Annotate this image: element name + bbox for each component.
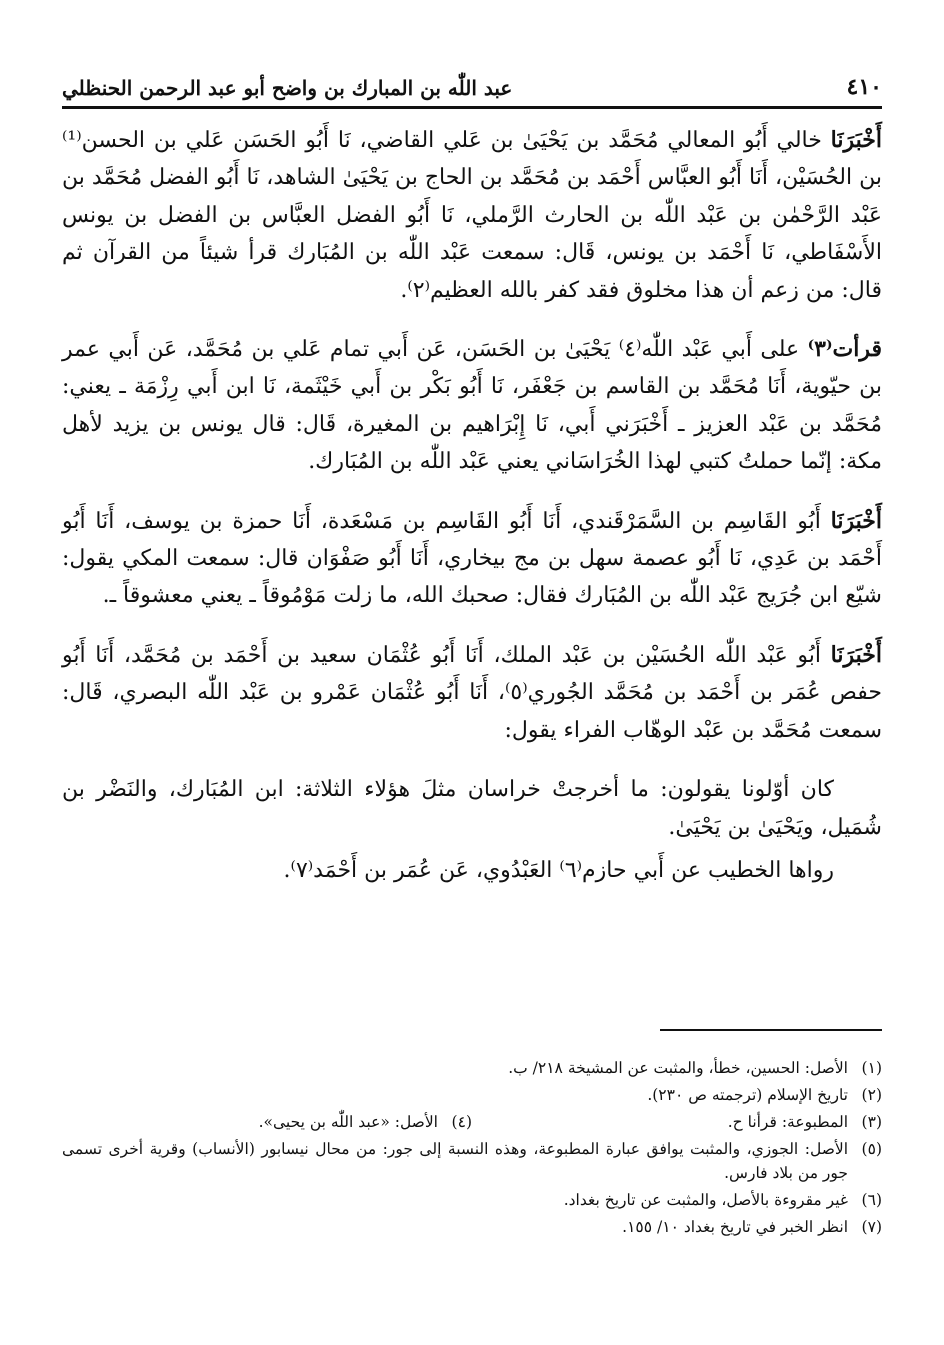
footnote-number: (٦) — [861, 1191, 882, 1209]
footnote-pair — [62, 1110, 882, 1137]
main-text — [62, 122, 882, 911]
footnote-number: (٢) — [861, 1086, 882, 1104]
footnote — [62, 1083, 882, 1107]
paragraph-text: أَبُو القَاسِم بن السَّمَرْقَندي، أَنَا أَبُو القَاسِم بن مَسْعَدة، أَنَا حمزة بن يوسف، أَنَا أَبُو أَحْمَد بن عَدِي، نَا أَبُو عصمة سهل بن مج بيخاري، أَنَا أَبُو صَفْوَان قال: سمعت المكي يقول: شيّع ابن جُرَيج عَبْد اللّٰه بن المُبَارك فقال: صحبك الله، ما زلت مَوْمُوقاً ـ يعني معشوقاً ـ. — [62, 508, 882, 609]
page-number: ٤١٠ — [846, 74, 882, 100]
footnote-text: انظر الخبر في تاريخ بغداد ١٠/ ١٥٥. — [622, 1218, 848, 1236]
paragraph — [62, 503, 882, 615]
paragraph-lead: أَخْبَرَنَا — [830, 127, 882, 153]
paragraph — [62, 122, 882, 309]
footnote-number: (٥) — [861, 1140, 882, 1158]
quote-paragraph — [62, 771, 882, 846]
footnote-number: (٧) — [861, 1218, 882, 1236]
paragraph-text: كان أوّلونا يقولون: ما أخرجتْ خراسان مثلَ هؤلاء الثلاثة: ابن المُبَارك، والنَضْر بن شُمَيل، ويَحْيَىٰ بن يَحْيَىٰ. — [62, 777, 882, 840]
running-title: عبد اللّٰه بن المبارك بن واضح أبو عبد الرحمن الحنظلي — [62, 76, 513, 100]
footnote — [472, 1110, 882, 1134]
footnote-text: الأصل: «عبد اللّٰه بن يحيى». — [258, 1113, 438, 1131]
footnote-text: الأصل: الجوزي، والمثبت يوافق عبارة المطبوعة، وهذه النسبة إلى جور: من محال نيسابور (الأنساب) وقرية أخرى تسمى جور من بلاد فارس. — [62, 1140, 848, 1182]
footnote — [62, 1215, 882, 1239]
paragraph-text: رواها الخطيب عن أَبي حازم⁽٦⁾ العَبْدُوي، عَن عُمَر بن أَحْمَد⁽٧⁾. — [283, 857, 834, 883]
footnote — [62, 1137, 882, 1185]
paragraph-lead: أَخْبَرَنَا — [830, 507, 882, 534]
paragraph-text: أَبُو عَبْد اللّٰه الحُسَيْن بن عَبْد الملك، أَنَا أَبُو عُثْمَان سعيد بن أَحْمَد بن مُحَمَّد، أَنَا أَبُو حفص عُمَر بن أَحْمَد بن مُحَمَّد الجُوري⁽٥⁾، أَنَا أَبُو عُثْمَان عَمْرو بن عَبْد اللّٰه البصري، قَال: سمعت مُحَمَّد بن عَبْد الوهّاب الفراء يقول: — [62, 642, 882, 743]
footnote-text: الأصل: الحسين، خطأ، والمثبت عن المشيخة ٢١٨/ ب. — [508, 1059, 848, 1077]
paragraph — [62, 331, 882, 481]
footnote-text: المطبوعة: قرأنا ح. — [727, 1113, 848, 1131]
footnote-separator — [660, 1029, 882, 1031]
footnote-number: (٤) — [451, 1113, 472, 1131]
footnote — [62, 1110, 472, 1134]
page-header — [62, 60, 882, 109]
footnote-number: (١) — [861, 1059, 882, 1077]
footnote-text: غير مقروءة بالأصل، والمثبت عن تاريخ بغداد. — [563, 1191, 848, 1209]
paragraph-text: خالي أَبُو المعالي مُحَمَّد بن يَحْيَىٰ بن عَلي القاضي، نَا أَبُو الحَسَن عَلي بن الحسن⁽¹⁾ بن الحُسَيْن، أَنَا أَبُو العبَّاس أَحْمَد بن مُحَمَّد بن الحاج بن يَحْيَىٰ الشاهد، نَا أَبُو الفضل مُحَمَّد بن عَبْد الرَّحْمٰن بن عَبْد اللّٰه بن الحارث الرَّملي، نَا أَبُو الفضل العبَّاس بن الفضل بن يونس الأَسْفَاطي، نَا أَحْمَد بن يونس، قَال: سمعت عَبْد اللّٰه بن المُبَارك قرأ شيئاً من القرآن ثم قال: من زعم أن هذا مخلوق فقد كفر بالله العظيم⁽٢⁾. — [62, 128, 882, 303]
paragraph-lead: أَخْبَرَنَا — [830, 641, 882, 668]
source-paragraph — [62, 852, 882, 889]
footnotes — [62, 1056, 882, 1242]
paragraph-lead: قرأت⁽٣⁾ — [807, 336, 883, 363]
footnote-text: تاريخ الإسلام (ترجمته ص ٢٣٠). — [647, 1086, 848, 1104]
footnote — [62, 1056, 882, 1080]
footnote-number: (٣) — [861, 1113, 882, 1131]
paragraph-text: على أَبي عَبْد اللّٰه⁽٤⁾ يَحْيَىٰ بن الحَسَن، عَن أَبي تمام عَلي بن مُحَمَّد، عَن أَبي عمر بن حيّوية، أَنَا مُحَمَّد بن القاسم بن جَعْفَر، نَا أَبُو بَكْر بن أَبي خَيْثَمة، نَا ابن أَبي رِزْمَة ـ يعني: مُحَمَّد بن عَبْد العزيز ـ أَخْبَرَني أَبي، نَا إِبْرَاهيم بن المغيرة، قَال: قال يونس بن يزيد لأهل مكة: إنّما حملتُ كتبي لهذا الخُرَاسَاني يعني عَبْد اللّٰه بن المُبَارك. — [62, 337, 882, 475]
footnote — [62, 1188, 882, 1212]
paragraph — [62, 637, 882, 749]
